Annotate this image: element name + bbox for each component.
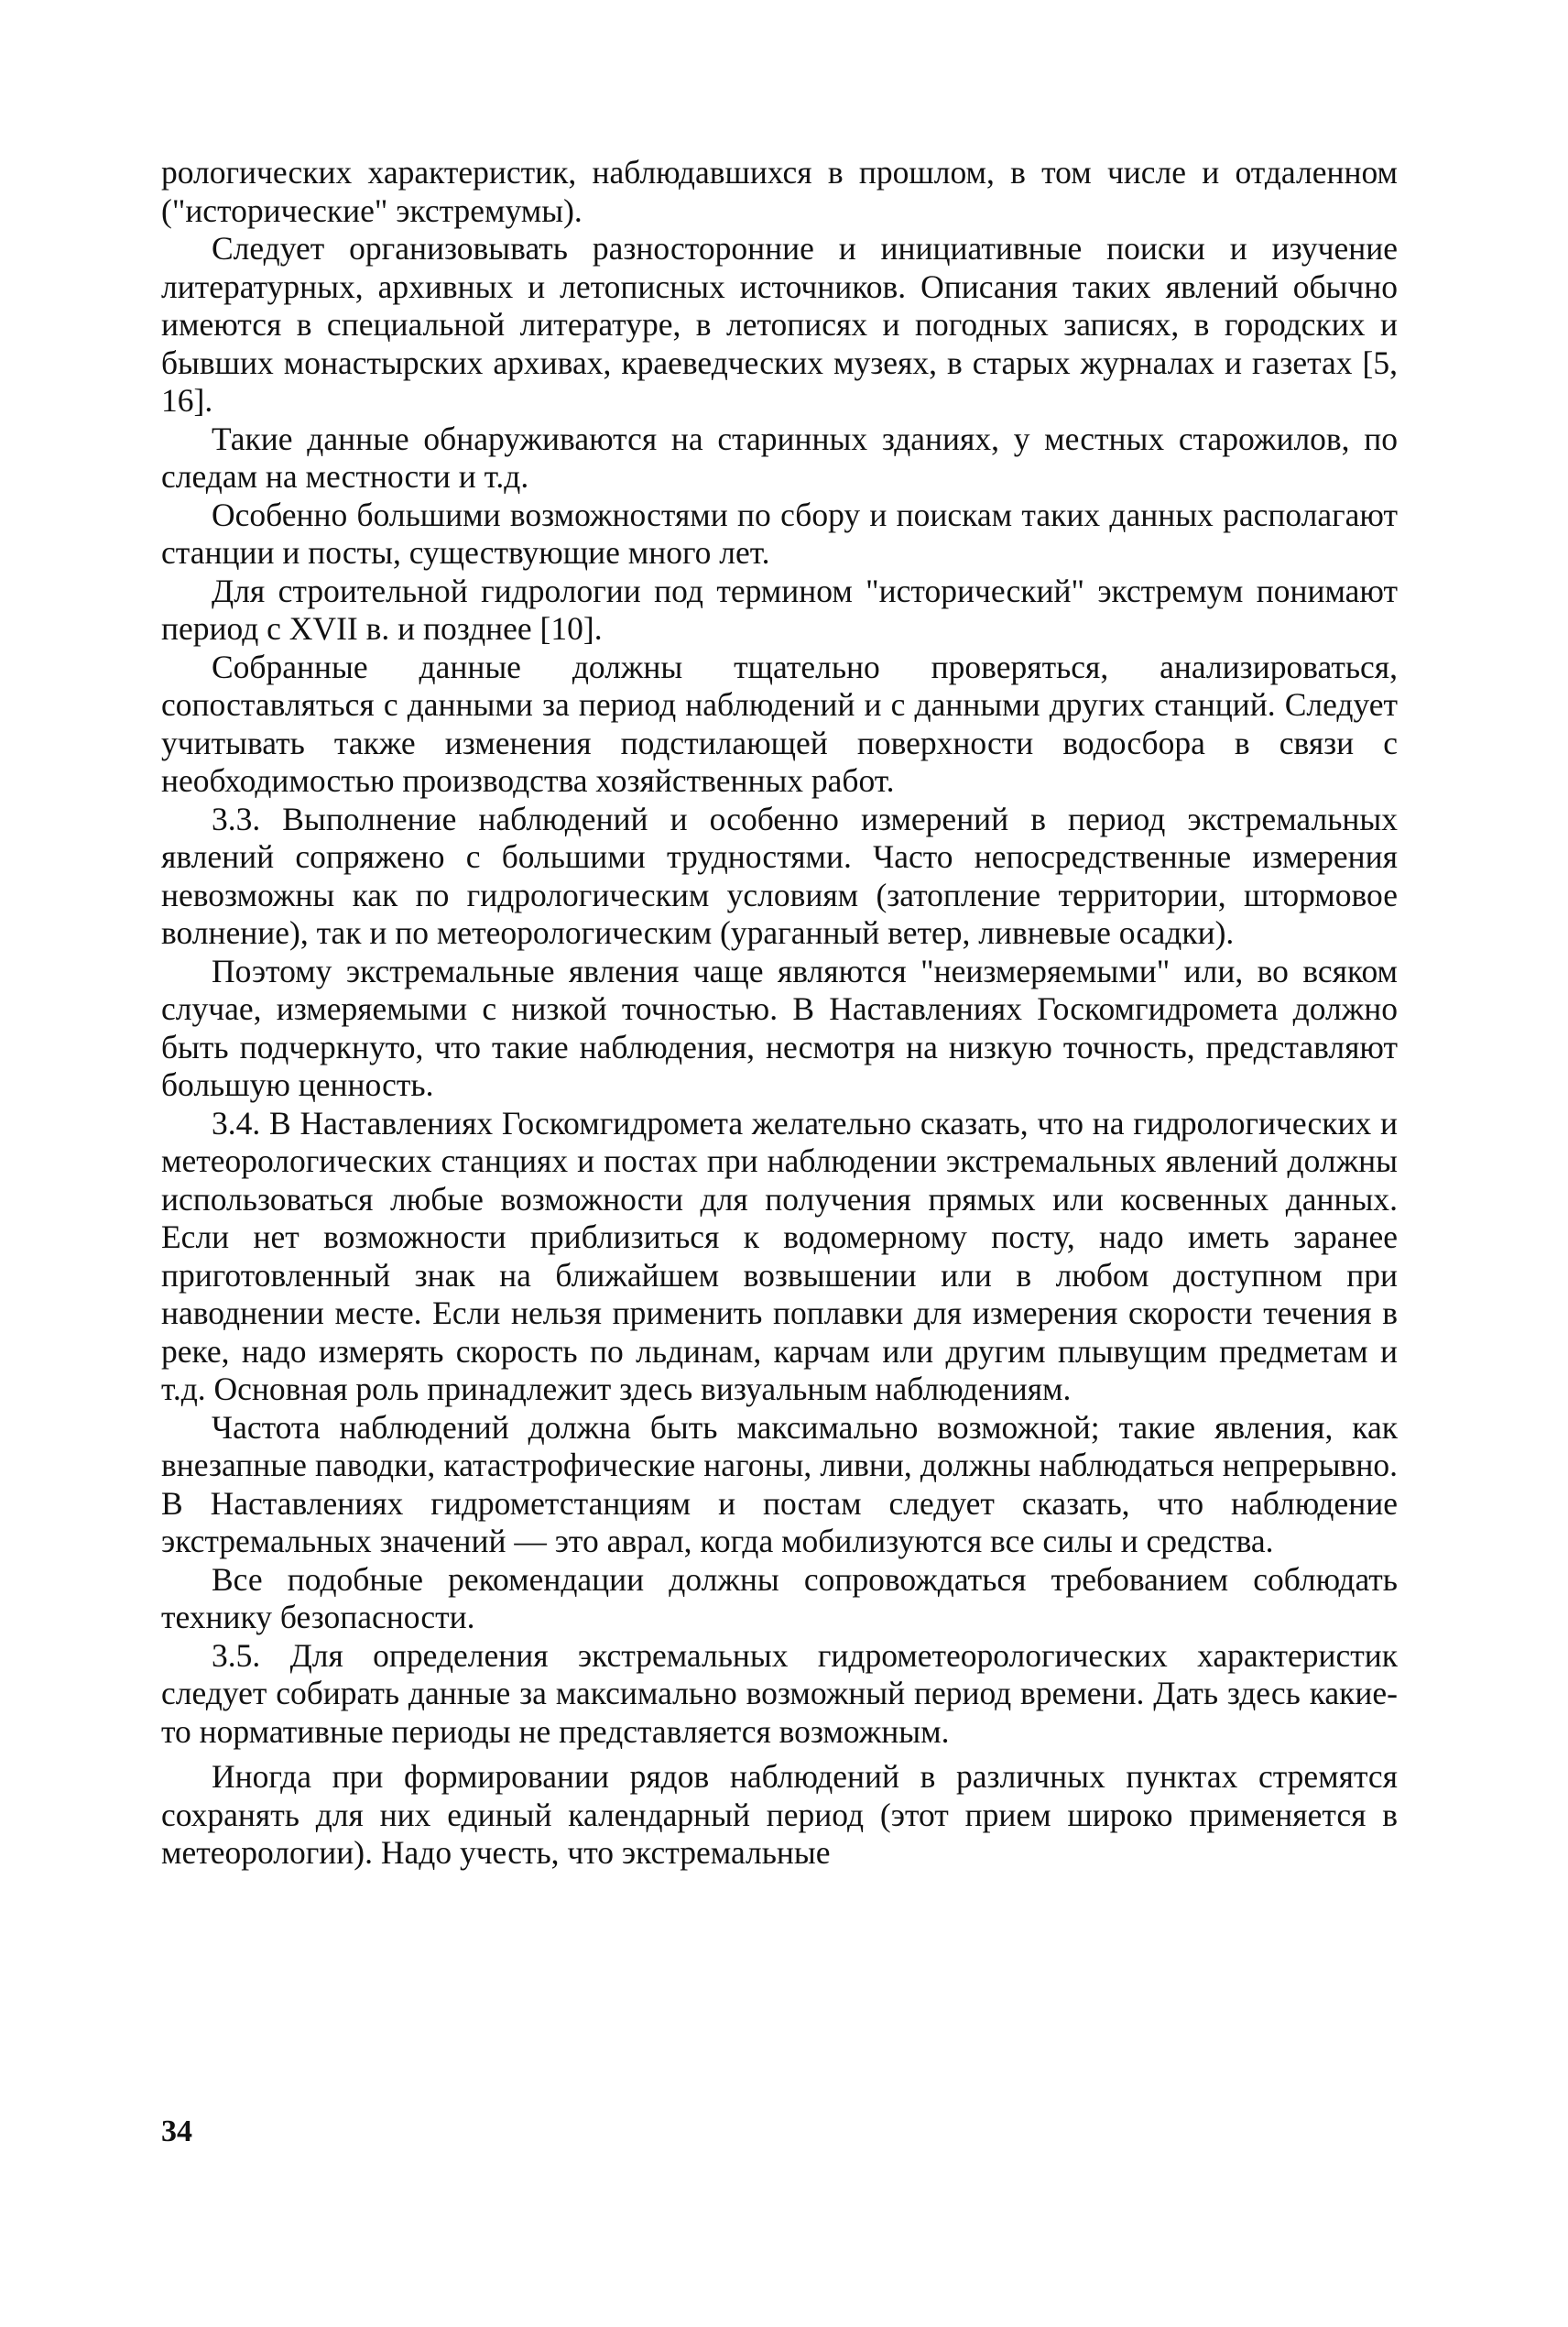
page-number: 34 [161,2114,192,2148]
page-body [161,154,1398,1873]
paragraph: Следует организовывать разносторонние и инициативные поиски и изучение литературных, архивных и летописных источников. Описания таких явлений обычно имеются в специальной литературе, в летописях и погодных записях, в городских и бывших монастырских архивах, краеведческих музеях, в старых журналах и газетах [5, 16]. [161,230,1398,419]
paragraph: Частота наблюдений должна быть максимально возможной; такие явления, как внезапные паводки, катастрофические нагоны, ливни, должны наблюдаться непрерывно. В Наставлениях гидрометстанциям и постам следует сказать, что наблюдение экстремальных значений — это аврал, когда мобилизуются все силы и средства. [161,1408,1398,1559]
paragraph: Все подобные рекомендации должны сопровождаться требованием соблюдать технику безопасности. [161,1560,1398,1635]
paragraph: Иногда при формировании рядов наблюдений в различных пунктах стремятся сохранять для них единый календарный период (этот прием широко применяется в метеорологии). Надо учесть, что экстремальные [161,1758,1398,1871]
section-3-5-paragraph: 3.5. Для определения экстремальных гидрометеорологических характеристик следует собирать данные за максимально возможный период времени. Дать здесь какие-то нормативные периоды не представляется возможным. [161,1636,1398,1750]
paragraph: Собранные данные должны тщательно проверяться, анализироваться, сопоставляться с данными за период наблюдений и с данными других станций. Следует учитывать также изменения подстилающей поверхности водосбора в связи с необходимостью производства хозяйственных работ. [161,648,1398,799]
paragraph: Особенно большими возможностями по сбору и поискам таких данных располагают станции и посты, существующие много лет. [161,496,1398,571]
paragraph: Такие данные обнаруживаются на старинных зданиях, у местных старожилов, по следам на местности и т.д. [161,420,1398,495]
paragraph: рологических характеристик, наблюдавшихся в прошлом, в том числе и отдаленном ("исторические" экстремумы). [161,154,1398,229]
paragraph: Поэтому экстремальные явления чаще являются "неизмеряемыми" или, во всяком случае, измеряемыми с низкой точностью. В Наставлениях Госкомгидромета должно быть подчеркнуто, что такие наблюдения, несмотря на низкую точность, представляют большую ценность. [161,952,1398,1103]
section-3-4-paragraph: 3.4. В Наставлениях Госкомгидромета желательно сказать, что на гидрологических и метеорологических станциях и постах при наблюдении экстремальных явлений должны использоваться любые возможности для получения прямых или косвенных данных. Если нет возможности приблизиться к водомерному посту, надо иметь заранее приготовленный знак на ближайшем возвышении или в любом доступном при наводнении месте. Если нельзя применить поплавки для измерения скорости течения в реке, надо измерять скорость по льдинам, карчам или другим плывущим предметам и т.д. Основная роль принадлежит здесь визуальным наблюдениям. [161,1104,1398,1407]
section-3-3-paragraph: 3.3. Выполнение наблюдений и особенно измерений в период экстремальных явлений сопряжено с большими трудностями. Часто непосредственные измерения невозможны как по гидрологическим условиям (затопление территории, штормовое волнение), так и по метеорологическим (ураганный ветер, ливневые осадки). [161,800,1398,951]
paragraph: Для строительной гидрологии под термином "исторический" экстремум понимают период с XVII в. и позднее [10]. [161,572,1398,647]
